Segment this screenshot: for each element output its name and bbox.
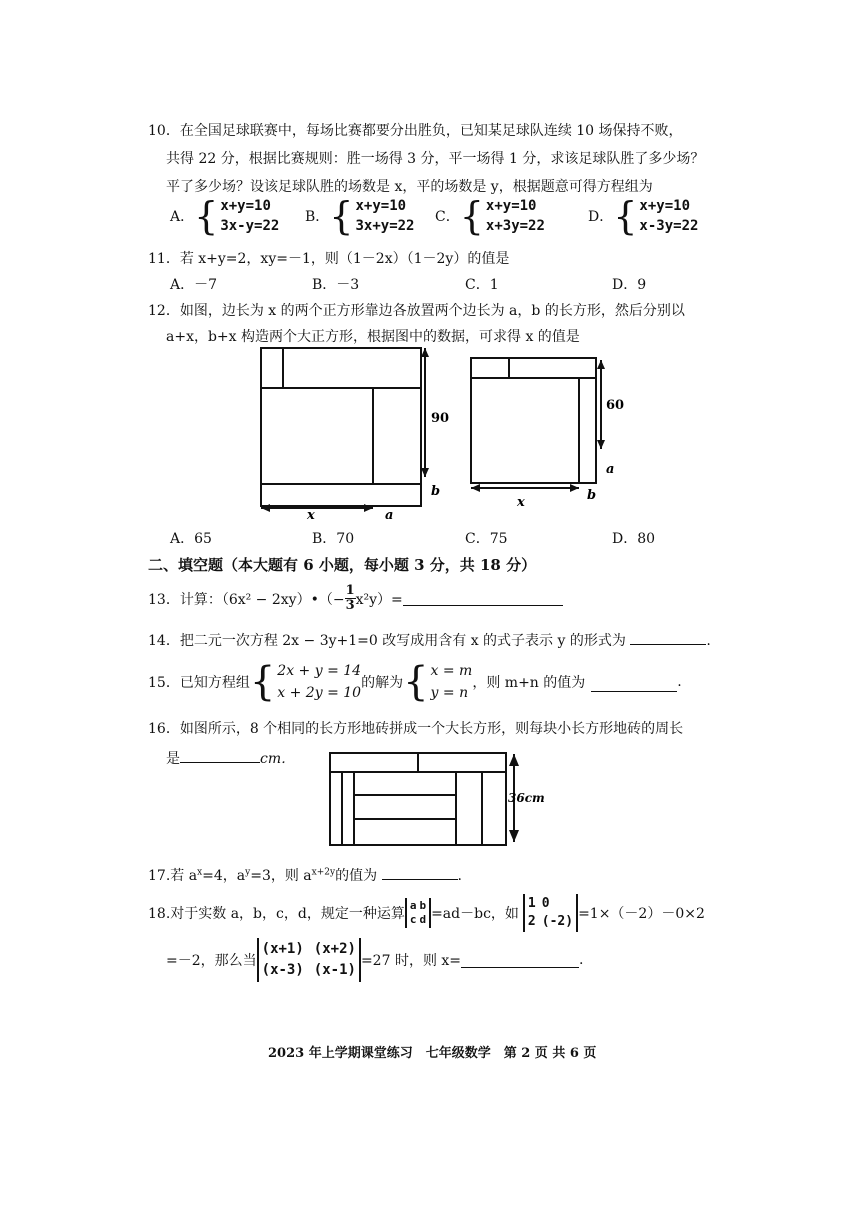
q14-text: 14．把二元一次方程 2x − 3y+1=0 改写成用含有 x 的式子表示 y 的形式为 — [148, 633, 626, 649]
q12-figure-2 — [465, 355, 625, 515]
brace-icon: { — [613, 194, 638, 238]
q18-mid: =ad－bc，如 — [431, 906, 519, 922]
eq-line: 3x-y=22 — [220, 218, 280, 234]
q16-line1: 16．如图所示，8 个相同的长方形地砖拼成一个大长方形，则每块小长方形地砖的周长 — [148, 721, 684, 737]
q11-option-c: C．1 — [465, 277, 499, 293]
q12-option-c: C．75 — [465, 531, 508, 547]
q10-option-c — [435, 196, 545, 236]
eq-line: x + 2y = 10 — [277, 685, 362, 701]
exponent: y — [245, 867, 251, 878]
q16-line2 — [166, 748, 295, 768]
q17-answer-blank[interactable] — [382, 865, 458, 880]
q11-option-a: A．－7 — [170, 277, 218, 293]
q13 — [148, 584, 563, 613]
fraction — [345, 584, 356, 613]
q15: 15．已知方程组 { 2x + y = 14 x + 2y = 10 的解为 { x = m y = n ，则 m+n 的值为 . — [148, 659, 682, 705]
det-cell: b — [419, 899, 427, 912]
label-60: 60 — [606, 398, 625, 413]
det-cell: 0 — [541, 896, 550, 911]
determinant-x — [257, 938, 361, 982]
det-cell: 1 — [527, 896, 536, 911]
det-cell: (x-1) — [313, 962, 356, 978]
brace-icon: { — [194, 194, 219, 238]
q17: 17.若 $a^x=4$，$a^y=3$，则 $a^{x+2y}$的值为 . — [148, 865, 462, 885]
sol-line: x = m — [430, 663, 473, 679]
rect-b-vertical — [261, 348, 283, 388]
eq-line: x+y=10 — [355, 198, 407, 214]
label-b: b — [431, 484, 441, 499]
eq-line: 3x+y=22 — [355, 218, 415, 234]
q14-answer-blank[interactable] — [630, 630, 706, 645]
q18-line2-pre: =－2，那么当 — [166, 953, 257, 969]
section-title: 二、填空题（本大题有 6 小题，每小题 3 分，共 18 分） — [148, 556, 537, 574]
q17-text: =4，a — [202, 868, 246, 884]
brace-icon: { — [403, 659, 429, 705]
det-cell: (x-3) — [261, 962, 304, 978]
rect-b-right — [579, 378, 596, 483]
option-label: D． — [588, 209, 614, 225]
big-square — [261, 348, 421, 506]
q18-line2-post: =27 时，则 x= — [360, 953, 462, 969]
q16-answer-blank[interactable] — [180, 748, 260, 763]
eq-line: x+y=10 — [220, 198, 271, 214]
exponent: x+2y — [311, 867, 336, 878]
q13-pre: 13．计算：（6x² − 2xy）•（− — [148, 591, 345, 608]
q12-option-d: D．80 — [612, 531, 656, 547]
det-cell: d — [419, 913, 427, 926]
denominator: 3 — [345, 598, 355, 613]
det-cell: 2 — [527, 914, 536, 929]
q10-option-b — [305, 196, 415, 236]
q15-mid: 的解为 — [361, 675, 404, 691]
q12-option-a: A．65 — [170, 531, 212, 547]
det-cell: (x+1) — [261, 941, 304, 957]
rect-b-top-right — [509, 358, 596, 378]
eq-line: x+y=10 — [485, 198, 537, 214]
q10-line1: 10．在全国足球联赛中，每场比赛都要分出胜负，已知某足球队连续 10 场保持不败， — [148, 123, 683, 139]
q17-text: 的值为 — [335, 868, 378, 884]
q16-pre: 是 — [166, 751, 180, 767]
exponent: x — [197, 867, 203, 878]
q13-post: x²y）= — [355, 591, 403, 608]
q10-option-d — [588, 196, 698, 236]
label-36cm: 36cm — [508, 791, 545, 805]
q16-figure — [326, 750, 556, 850]
option-label: A． — [170, 209, 195, 225]
eq-line: 2x + y = 14 — [277, 663, 362, 679]
eq-line: x+3y=22 — [485, 218, 545, 234]
page-footer: 2023 年上学期课堂练习 七年级数学 第 2 页 共 6 页 — [268, 1046, 597, 1061]
q18-pre: 18.对于实数 a，b，c，d，规定一种运算 — [148, 906, 405, 922]
determinant-abcd — [405, 898, 431, 928]
q12-line2: a+x，b+x 构造两个大正方形，根据图中的数据，可求得 x 的值是 — [166, 329, 580, 345]
label-a: a — [606, 462, 615, 477]
q18-answer-blank[interactable] — [461, 953, 579, 968]
det-cell: (-2) — [541, 914, 574, 929]
q18-post: =1×（－2）－0×2 — [578, 906, 705, 922]
q10-line3: 平了多少场？设该足球队胜的场数是 x，平的场数是 y，根据题意可得方程组为 — [166, 179, 653, 195]
sol-line: y = n — [430, 685, 469, 701]
q18-line2: =－2，那么当 (x+1) (x+2) (x-3) (x-1) =27 时，则 x= . — [166, 938, 583, 982]
det-cell: c — [409, 913, 417, 926]
label-b: b — [587, 488, 597, 503]
q13-answer-blank[interactable] — [403, 591, 563, 606]
q16-unit: cm． — [260, 751, 296, 767]
label-x: x — [307, 508, 315, 520]
brace-icon: { — [459, 194, 484, 238]
label-x: x — [517, 495, 525, 510]
q17-text: 17.若 a — [148, 868, 198, 884]
rect-a-top — [283, 348, 421, 388]
q12-option-b: B．70 — [312, 531, 355, 547]
eq-line: x-3y=22 — [639, 218, 699, 234]
q10-option-a — [170, 196, 279, 236]
q15-pre: 15．已知方程组 — [148, 675, 250, 691]
square-x — [261, 388, 373, 484]
det-cell: (x+2) — [313, 941, 356, 957]
q12-line1: 12．如图，边长为 x 的两个正方形靠边各放置两个边长为 a，b 的长方形，然后分别以 — [148, 303, 685, 319]
q15-answer-blank[interactable] — [591, 673, 677, 692]
label-90: 90 — [431, 411, 450, 426]
q10-line2: 共得 22 分，根据比赛规则：胜一场得 3 分，平一场得 1 分，求该足球队胜了多少场？ — [166, 151, 705, 167]
determinant-example — [523, 894, 578, 932]
rect-b-top-left — [471, 358, 509, 378]
option-label: C． — [435, 209, 460, 225]
q11-stem: 11．若 x+y=2，xy=－1，则（1－2x）（1－2y）的值是 — [148, 251, 510, 267]
q17-text: =3，则 a — [250, 868, 312, 884]
eq-line: x+y=10 — [639, 198, 690, 214]
big-square — [471, 358, 596, 483]
brace-icon: { — [249, 659, 276, 705]
q12-figure-1 — [255, 345, 455, 520]
brace-icon: { — [329, 194, 354, 238]
q14: 14．把二元一次方程 2x − 3y+1=0 改写成用含有 x 的式子表示 y 的形式为 . — [148, 630, 711, 650]
numerator: 1 — [345, 583, 355, 598]
det-cell: a — [409, 899, 417, 912]
label-a: a — [385, 508, 394, 520]
option-label: B． — [305, 209, 330, 225]
q11-option-b: B．－3 — [312, 277, 360, 293]
rect-a-right — [373, 388, 421, 484]
q15-post: ，则 m+n 的值为 — [472, 675, 586, 691]
q11-option-d: D．9 — [612, 277, 647, 293]
square-x — [471, 378, 579, 483]
q18-line1 — [148, 894, 705, 932]
